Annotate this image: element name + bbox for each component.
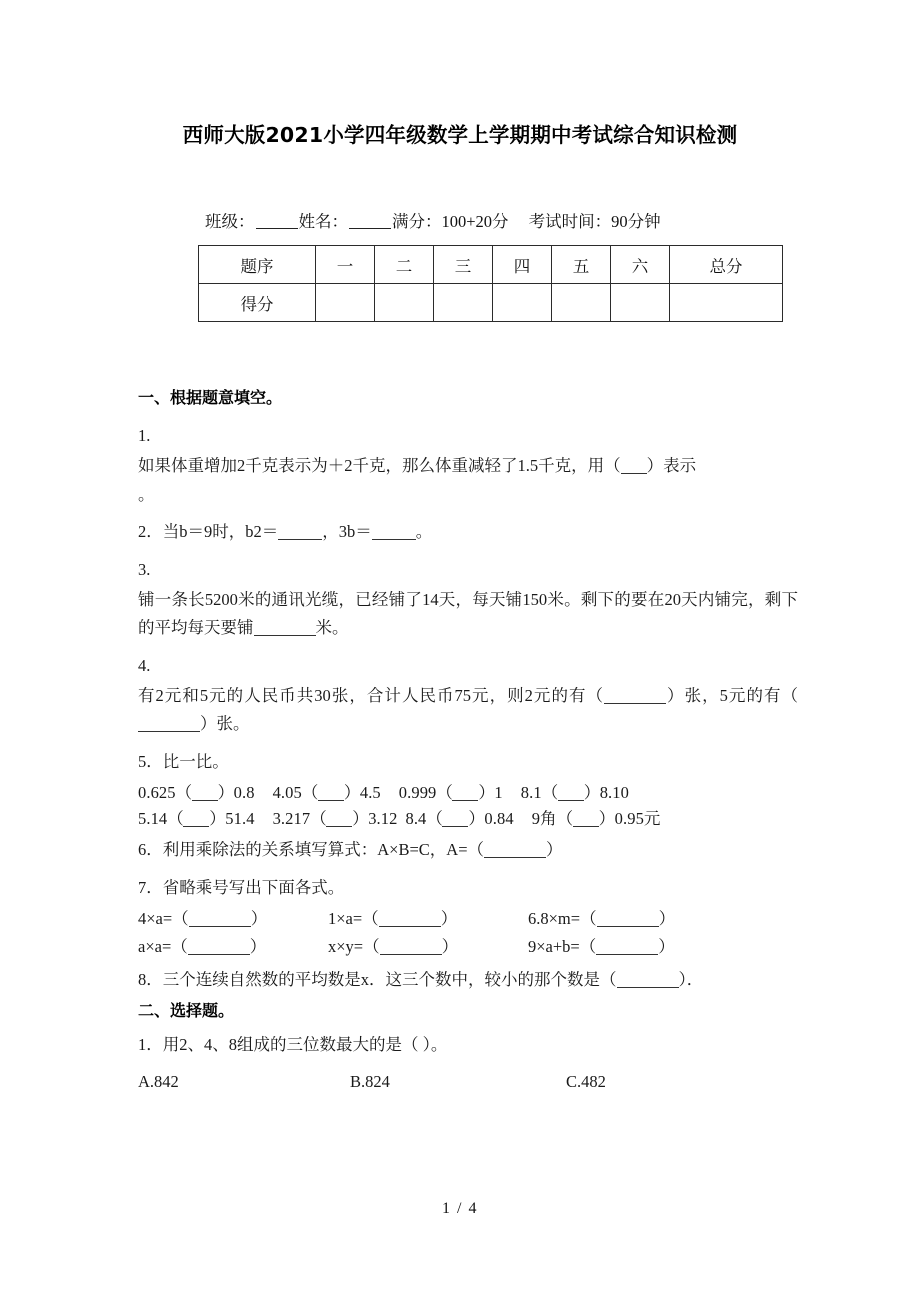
comparison-left: 8.4 [405, 808, 427, 828]
comparison-right: 0.95元 [614, 808, 661, 828]
question-1-number: 1. [138, 426, 151, 445]
question-1-text-a: 如果体重增加2千克表示为＋2千克，那么体重减轻了1.5千克，用（ [138, 456, 621, 476]
question-3-text-a: 铺一条长5200米的通讯光缆，已经铺了14天，每天铺150米。剩下的要在20天内铺完，剩下的平均每天要铺 [138, 589, 798, 638]
comparison-right: 3.12 [368, 808, 398, 828]
section-heading-1: 一、根据题意填空。 [138, 388, 283, 407]
comparison-blank[interactable] [452, 800, 478, 801]
score-cell-3[interactable] [434, 284, 493, 322]
section-heading-2: 二、选择题。 [138, 1001, 235, 1021]
expression-label: 9×a+b=（ [528, 937, 597, 957]
question-6-text-a: 6．利用乘除法的关系填写算式：A×B=C，A=（ [138, 840, 485, 860]
expression-blank[interactable] [188, 954, 250, 955]
question-4-blank-1[interactable] [604, 703, 666, 704]
question-1-text-b: ）表示 [646, 456, 697, 476]
choice-option-b[interactable]: B.824 [350, 1071, 390, 1091]
exam-content [138, 390, 798, 1090]
score-cell-6[interactable] [611, 284, 670, 322]
row-label-score: 得分 [199, 284, 316, 322]
choice-question-1: 1．用2、4、8组成的三位数最大的是（ ）。 [138, 1035, 448, 1055]
comparison-left: 3.217 [272, 808, 311, 828]
expression-blank[interactable] [597, 926, 659, 927]
choice-option-a[interactable]: A.842 [138, 1071, 179, 1091]
expression-label: 4×a=（ [138, 908, 189, 928]
question-6 [138, 836, 798, 864]
question-3-blank[interactable] [254, 635, 316, 636]
comparison-blank[interactable] [326, 826, 352, 827]
question-4 [138, 682, 798, 739]
expression-item [528, 939, 798, 956]
expression-label: 1×a=（ [328, 908, 379, 928]
comparison-left: 0.999 [398, 783, 437, 803]
question-5-heading: 5．比一比。 [138, 751, 229, 771]
exam-meta-line [205, 208, 661, 232]
question-3 [138, 586, 798, 643]
comparison-item: 4.05（ ）4.5 [272, 783, 381, 803]
question-8-text-b: ）． [678, 969, 704, 989]
comparison-right: 4.5 [359, 783, 381, 803]
expression-close: ） [658, 908, 676, 928]
expression-item [528, 908, 798, 928]
question-1 [138, 452, 798, 509]
comparison-item: 5.14（ ）51.4 [138, 808, 255, 828]
column-header-3: 三 [434, 246, 493, 284]
comparison-right: 8.10 [599, 783, 629, 803]
comparison-left: 5.14 [138, 808, 168, 828]
question-2-text-b: ，3b＝ [322, 522, 372, 542]
column-header-6: 六 [611, 246, 670, 284]
score-table [198, 245, 783, 322]
expression-item [138, 939, 328, 956]
comparison-row-2 [138, 808, 798, 828]
comparison-item: 0.999（ ）1 [398, 783, 503, 803]
question-3-text-b: 米。 [315, 618, 349, 638]
class-label: 班级： [205, 212, 255, 231]
comparison-right: 51.4 [225, 808, 255, 828]
expression-item [328, 939, 528, 956]
expression-blank[interactable] [189, 926, 251, 927]
comparison-right: 0.8 [233, 783, 255, 803]
comparison-item: 8.4（ ）0.84 [405, 808, 514, 828]
expression-blank[interactable] [596, 954, 658, 955]
exam-time-value: 90分钟 [611, 212, 661, 231]
expression-blank[interactable] [380, 954, 442, 955]
expression-label: x×y=（ [328, 937, 380, 957]
question-4-blank-2[interactable] [138, 731, 200, 732]
question-7-heading: 7．省略乘号写出下面各式。 [138, 877, 345, 897]
question-4-number: 4. [138, 655, 151, 675]
question-4-text-b: ）张，5元的有（ [666, 686, 799, 705]
comparison-blank[interactable] [573, 826, 599, 827]
comparison-item: 0.625（ ）0.8 [138, 783, 255, 803]
comparison-blank[interactable] [558, 800, 584, 801]
question-4-text-c: ）张。 [200, 714, 250, 734]
question-8-blank[interactable] [617, 987, 679, 988]
class-blank[interactable] [256, 228, 298, 229]
question-3-number: 3. [138, 559, 151, 579]
expression-close: ） [658, 937, 675, 957]
score-cell-4[interactable] [493, 284, 552, 322]
expression-blank[interactable] [379, 926, 441, 927]
comparison-item: 9角（ ）0.95元 [531, 808, 661, 828]
score-cell-total[interactable] [670, 284, 783, 322]
expression-item [328, 908, 528, 928]
column-header-1: 一 [316, 246, 375, 284]
question-2-blank-1[interactable] [278, 539, 322, 540]
question-8 [138, 966, 798, 994]
expression-close: ） [441, 937, 459, 957]
comparison-blank[interactable] [318, 800, 344, 801]
expression-close: ） [250, 908, 268, 928]
score-cell-1[interactable] [316, 284, 375, 322]
choice-option-c[interactable]: C.482 [566, 1071, 606, 1091]
comparison-left: 8.1 [520, 783, 542, 803]
page-footer: 1 / 4 [442, 1200, 478, 1217]
name-blank[interactable] [349, 228, 391, 229]
comparison-item: 8.1（ ）8.10 [520, 783, 629, 803]
question-1-text-c: 。 [138, 484, 155, 504]
comparison-right: 0.84 [484, 808, 514, 828]
comparison-left: 9角 [531, 808, 557, 828]
question-6-text-b: ） [546, 840, 563, 860]
expression-close: ） [440, 908, 458, 928]
score-cell-5[interactable] [552, 284, 611, 322]
exam-time-label: 考试时间： [528, 212, 612, 231]
question-2 [138, 518, 798, 546]
comparison-row-1 [138, 785, 798, 802]
comparison-blank[interactable] [192, 800, 218, 801]
expression-close: ） [249, 937, 267, 957]
question-2-blank-2[interactable] [372, 539, 416, 540]
name-label: 姓名： [298, 212, 348, 231]
expression-item [138, 908, 328, 928]
question-8-text-a: 8．三个连续自然数的平均数是x．这三个数中，较小的那个数是（ [138, 969, 617, 989]
question-4-text-a: 有2元和5元的人民币共30张，合计人民币75元，则2元的有（ [138, 686, 605, 705]
table-row-scores [199, 284, 783, 322]
question-2-text-c: 。 [415, 522, 433, 542]
choice-options-row [138, 1071, 798, 1091]
comparison-blank[interactable] [442, 826, 468, 827]
comparison-blank[interactable] [183, 826, 209, 827]
column-header-2: 二 [375, 246, 434, 284]
question-6-blank[interactable] [484, 857, 546, 858]
row-label-question-order: 题序 [199, 246, 316, 284]
score-cell-2[interactable] [375, 284, 434, 322]
question-7-expressions [138, 908, 798, 957]
comparison-right: 1 [494, 783, 503, 803]
table-row-header [199, 246, 783, 284]
comparison-item: 3.217（ ）3.12 [272, 808, 398, 828]
full-score-value: 100+20分 [441, 212, 509, 231]
column-header-5: 五 [552, 246, 611, 284]
expression-label: 6.8×m=（ [528, 908, 597, 928]
comparison-left: 0.625 [138, 783, 176, 803]
page-title: 西师大版2021小学四年级数学上学期期中考试综合知识检测 [182, 123, 738, 147]
comparison-left: 4.05 [272, 783, 302, 803]
question-1-blank[interactable] [621, 473, 647, 474]
column-header-total: 总分 [670, 246, 783, 284]
question-2-text-a: 2．当b＝9时，b2＝ [138, 522, 279, 542]
full-score-label: 满分： [392, 212, 442, 231]
expression-label: a×a=（ [138, 937, 188, 957]
column-header-4: 四 [493, 246, 552, 284]
